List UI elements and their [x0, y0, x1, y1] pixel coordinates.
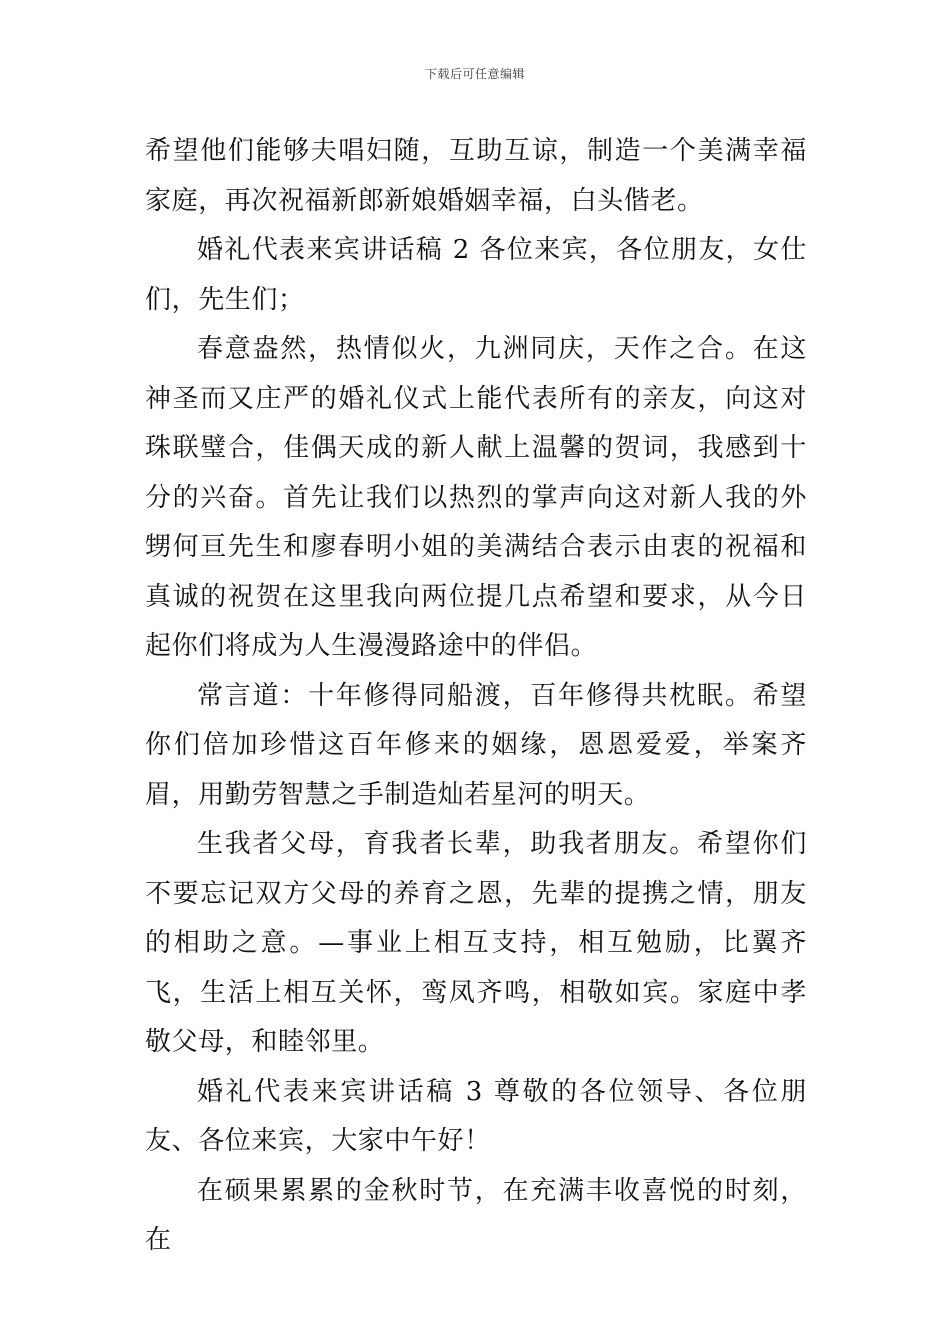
paragraph-5: 生我者父母，育我者长辈，助我者朋友。希望你们不要忘记双方父母的养育之恩，先辈的提携之情，朋友的相助之意。—事业上相互支持，相互勉励，比翼齐飞，生活上相互关怀，鸾凤齐鸣，相敬如宾。家庭中孝敬父母，和睦邻里。 — [145, 829, 807, 1057]
page-header: 下载后可任意编辑 — [424, 67, 525, 81]
paragraph-3: 春意盎然，热情似火，九洲同庆，天作之合。在这神圣而又庄严的婚礼仪式上能代表所有的亲友，向这对珠联璧合，佳偶天成的新人献上温馨的贺词，我感到十分的兴奋。首先让我们以热烈的掌声向这对新人我的外甥何亘先生和廖春明小姐的美满结合表示由衷的祝福和真诚的祝贺在这里我向两位提几点希望和要求，从今日起你们将成为人生漫漫路途中的伴侣。 — [145, 334, 807, 661]
document-body — [145, 127, 807, 1266]
paragraph-2: 婚礼代表来宾讲话稿 2 各位来宾，各位朋友，女仕们，先生们； — [145, 235, 807, 315]
paragraph-4: 常言道：十年修得同船渡，百年修得共枕眠。希望你们倍加珍惜这百年修来的姻缘，恩恩爱爱，举案齐眉，用勤劳智慧之手制造灿若星河的明天。 — [145, 680, 807, 810]
paragraph-7: 在硕果累累的金秋时节，在充满丰收喜悦的时刻，在 — [145, 1175, 807, 1255]
paragraph-6: 婚礼代表来宾讲话稿 3 尊敬的各位领导、各位朋友、各位来宾，大家中午好！ — [145, 1076, 807, 1156]
paragraph-1: 希望他们能够夫唱妇随，互助互谅，制造一个美满幸福家庭，再次祝福新郎新娘婚姻幸福，白头偕老。 — [145, 136, 807, 216]
